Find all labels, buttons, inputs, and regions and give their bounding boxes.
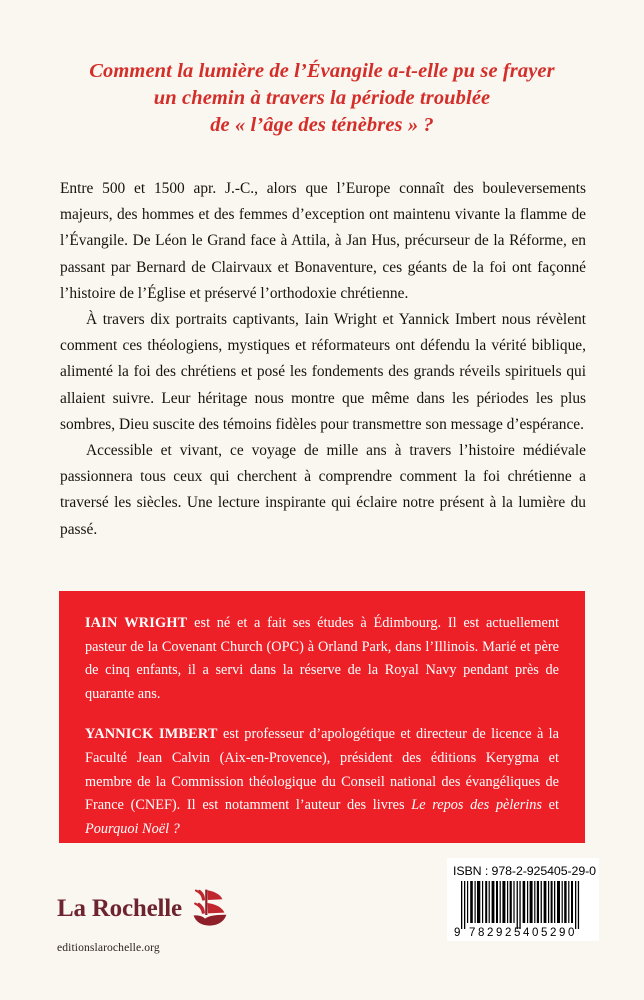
- author-bio-wright: [85, 612, 559, 706]
- ean13-barcode: [453, 881, 593, 937]
- barcode-block: [447, 858, 599, 941]
- book-title-pourquoi-noel: Pourquoi Noël ?: [85, 820, 180, 837]
- headline-line-1: Comment la lumière de l’Évangile a-t-elle pu se frayer: [89, 60, 555, 82]
- publisher-block: [57, 888, 229, 954]
- ean-digit-group-1: 9: [454, 927, 461, 937]
- author-bio-imbert: [85, 723, 559, 841]
- author-bio-text-imbert-part2: et: [541, 797, 559, 814]
- publisher-logo: [57, 888, 229, 928]
- ean-digit-group-2: 782925: [469, 927, 523, 937]
- blurb-paragraph-1: Entre 500 et 1500 apr. J.-C., alors que l’Europe connaît des bouleversements majeurs, des hommes et des femmes d’exception ont maintenu vivante la flamme de l’Évangile. De Léon le Grand face à Attila, à Jan Hus, précurseur de la Réforme, en passant par Bernard de Clairvaux et Bonaventure, ces géants de la foi ont façonné l’histoire de l’Église et préservé l’orthodoxie chrétienne.: [60, 180, 586, 302]
- blurb-body: [60, 176, 586, 543]
- author-name-wright: IAIN WRIGHT: [85, 615, 188, 631]
- headline-line-3: de « l’âge des ténèbres » ?: [210, 114, 434, 136]
- author-name-imbert: YANNICK IMBERT: [85, 726, 218, 743]
- author-bio-text-wright: est né et a fait ses études à Édimbourg. Il est actuellement pasteur de la Covenant Church (OPC) à Orland Park, dans l’Illinois. Marié et père de cinq enfants, il a servi dans la réserve de la Royal Navy pendant près de quarante ans.: [85, 615, 559, 702]
- author-bio-box: [59, 591, 585, 843]
- author-bio-text-imbert-part1: est professeur d’apologétique et directeur de licence à la Faculté Jean Calvin (Aix-en-Provence), président des éditions Kerygma et membre de la Commission théologique du Conseil national des évangéliques de France (CNEF). Il est notamment l’auteur des livres: [85, 726, 560, 814]
- publisher-url: editionslarochelle.org: [57, 941, 160, 954]
- sailing-ship-icon: [191, 888, 229, 928]
- book-title-repos-des-pelerins: Le repos des pèlerins: [411, 797, 542, 814]
- blurb-paragraph-2: À travers dix portraits captivants, Iain Wright et Yannick Imbert nous révèlent comment ces théologiens, mystiques et réformateurs ont défendu la vérité biblique, alimenté la foi des chrétiens et posé les fondements des grands réveils spirituels qui allaient suivre. Leur héritage nous montre que même dans les périodes les plus sombres, Dieu suscite des témoins fidèles pour transmettre son message d’espérance.: [60, 311, 586, 433]
- publisher-name: La Rochelle: [57, 894, 182, 922]
- ean-digit-group-3: 405290: [523, 927, 577, 937]
- page-headline: [60, 58, 584, 139]
- headline-line-2: un chemin à travers la période troublée: [153, 87, 491, 109]
- isbn-label: ISBN : 978-2-925405-29-0: [453, 864, 596, 878]
- blurb-paragraph-3: Accessible et vivant, ce voyage de mille ans à travers l’histoire médiévale passionnera tous ceux qui cherchent à comprendre comment la foi chrétienne a traversé les siècles. Une lecture inspirante qui éclaire notre présent à la lumière du passé.: [60, 442, 586, 538]
